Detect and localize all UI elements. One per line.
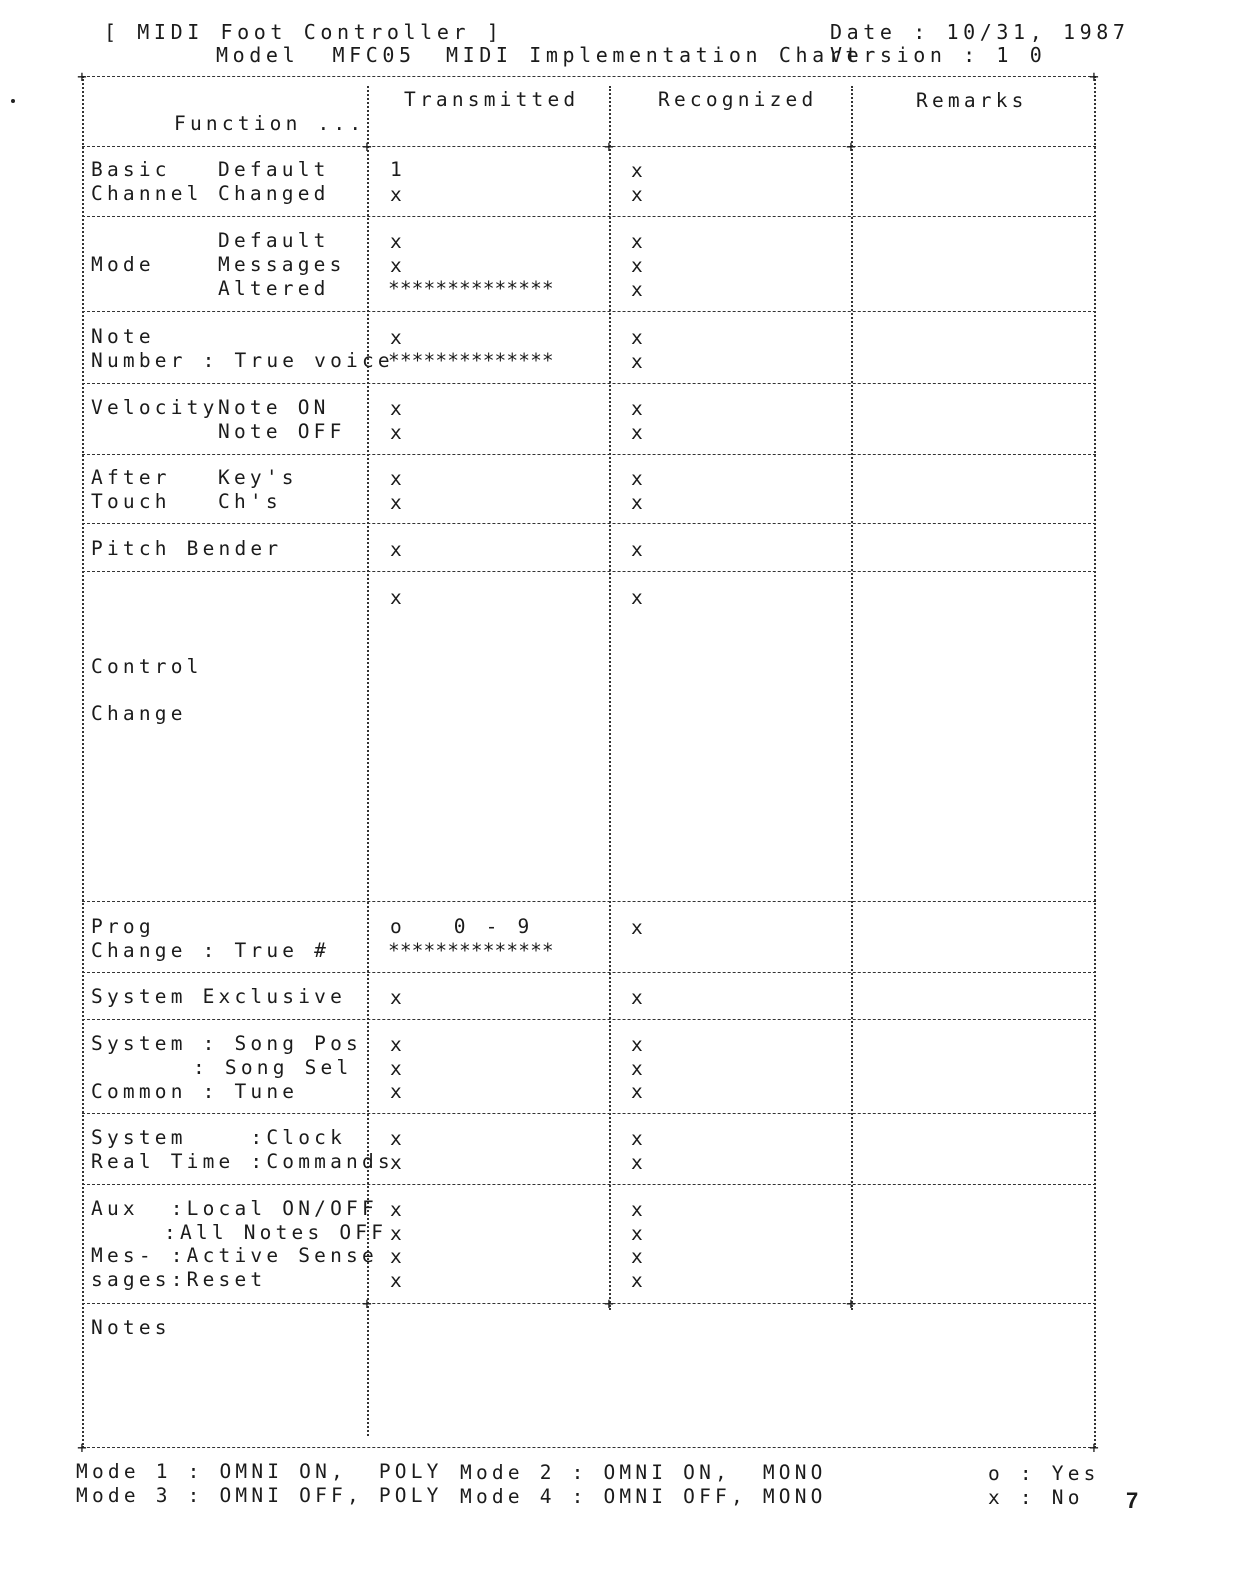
row-label-realtime-commands: Real Time :Commands xyxy=(91,1150,394,1173)
row-label-notes: Notes xyxy=(91,1316,171,1339)
row-divider xyxy=(82,383,1096,384)
row-sublabel-note-on: Note ON xyxy=(218,396,330,419)
cell-recognized: x xyxy=(631,1127,647,1150)
row-label-aux-reset: sages:Reset xyxy=(91,1268,267,1291)
mode-legend-4: Mode 4 : OMNI OFF, MONO xyxy=(460,1485,827,1508)
row-label-mode: Mode xyxy=(91,253,155,276)
cell-recognized: x xyxy=(631,278,647,301)
intersection-mark: + xyxy=(604,137,614,156)
cell-transmitted: ************** xyxy=(388,277,554,300)
cell-transmitted: x xyxy=(390,1151,406,1174)
row-label-note: Note xyxy=(91,325,155,348)
cell-transmitted: x xyxy=(390,586,406,609)
cell-transmitted: x xyxy=(390,1127,406,1150)
row-label-prog-change: Change : True # xyxy=(91,939,331,962)
page-number: 7 xyxy=(1126,1488,1139,1513)
row-label-aux-local: Aux :Local ON/OFF xyxy=(91,1197,378,1220)
column-header-recognized: Recognized xyxy=(658,88,818,111)
cell-transmitted: x xyxy=(390,254,406,277)
row-label-after: After xyxy=(91,466,171,489)
row-label-system-common: System : Song Pos xyxy=(91,1032,362,1055)
mode-legend-2: Mode 2 : OMNI ON, MONO xyxy=(460,1461,827,1484)
chart-version: Version : 1 0 xyxy=(830,43,1047,67)
cell-transmitted: ************** xyxy=(388,939,554,962)
cell-transmitted: x xyxy=(390,230,406,253)
cell-transmitted: x xyxy=(390,183,406,206)
cell-transmitted: x xyxy=(390,1033,406,1056)
cell-recognized: x xyxy=(631,586,647,609)
row-sublabel-default: Default xyxy=(218,158,330,181)
cell-recognized: x xyxy=(631,491,647,514)
cell-transmitted: x xyxy=(390,986,406,1009)
row-sublabel-changed: Changed xyxy=(218,182,330,205)
row-divider xyxy=(82,454,1096,455)
cell-recognized: x xyxy=(631,183,647,206)
cell-recognized: x xyxy=(631,230,647,253)
row-divider xyxy=(82,901,1096,902)
model-name: Model MFC05 xyxy=(216,43,416,67)
cell-transmitted: x xyxy=(390,538,406,561)
mode-legend-3: Mode 3 : OMNI OFF, POLY xyxy=(76,1484,443,1507)
cell-transmitted: o 0 - 9 xyxy=(390,915,534,938)
row-divider xyxy=(82,1303,1096,1304)
row-label-velocity: Velocity xyxy=(91,396,219,419)
cell-transmitted: x xyxy=(390,1080,406,1103)
table-border-left xyxy=(82,76,84,1448)
intersection-mark: + xyxy=(846,1294,856,1313)
legend-yes: o : Yes xyxy=(988,1462,1100,1485)
chart-title: MIDI Implementation Chart xyxy=(446,43,863,67)
row-label-number: Number : True voice xyxy=(91,349,394,372)
product-title: [ MIDI Foot Controller ] xyxy=(104,20,504,44)
row-label-touch: Touch xyxy=(91,490,171,513)
row-sublabel-default: Default xyxy=(218,229,330,252)
row-label-common-tune: Common : Tune xyxy=(91,1080,299,1103)
row-divider xyxy=(82,972,1096,973)
cell-recognized: x xyxy=(631,326,647,349)
chart-date: Date : 10/31, 1987 xyxy=(830,20,1130,44)
cell-transmitted: x xyxy=(390,421,406,444)
cell-transmitted: x xyxy=(390,1057,406,1080)
cell-recognized: x xyxy=(631,467,647,490)
cell-recognized: x xyxy=(631,1269,647,1292)
cell-recognized: x xyxy=(631,1080,647,1103)
corner-mark: + xyxy=(77,67,87,86)
cell-recognized: x xyxy=(631,1057,647,1080)
cell-recognized: x xyxy=(631,538,647,561)
cell-recognized: x xyxy=(631,1245,647,1268)
row-divider xyxy=(82,1113,1096,1114)
cell-transmitted: x xyxy=(390,1222,406,1245)
cell-transmitted: x xyxy=(390,491,406,514)
cell-recognized: x xyxy=(631,159,647,182)
cell-transmitted: x xyxy=(390,467,406,490)
row-label-aux-active-sense: Mes- :Active Sense xyxy=(91,1244,378,1267)
row-sublabel-note-off: Note OFF xyxy=(218,420,346,443)
cell-recognized: x xyxy=(631,1222,647,1245)
table-border-top xyxy=(82,76,1096,77)
row-sublabel-song-sel: : Song Sel xyxy=(193,1056,353,1079)
row-divider xyxy=(82,571,1096,572)
row-label-prog: Prog xyxy=(91,915,155,938)
row-divider xyxy=(82,1019,1096,1020)
row-divider xyxy=(82,146,1096,147)
cell-recognized: x xyxy=(631,916,647,939)
row-divider xyxy=(82,216,1096,217)
table-border-right xyxy=(1094,76,1096,1448)
row-sublabel-chs: Ch's xyxy=(218,490,282,513)
corner-mark: + xyxy=(77,1438,87,1457)
row-sublabel-altered: Altered xyxy=(218,277,330,300)
column-header-transmitted: Transmitted xyxy=(404,88,580,111)
cell-transmitted: x xyxy=(390,397,406,420)
row-divider xyxy=(82,523,1096,524)
intersection-mark: + xyxy=(362,137,372,156)
row-sublabel-keys: Key's xyxy=(218,466,298,489)
intersection-mark: + xyxy=(362,1294,372,1313)
cell-recognized: x xyxy=(631,254,647,277)
cell-transmitted: x xyxy=(390,1245,406,1268)
row-label-channel: Channel xyxy=(91,182,203,205)
intersection-mark: + xyxy=(846,137,856,156)
cell-transmitted: ************** xyxy=(388,349,554,372)
cell-recognized: x xyxy=(631,397,647,420)
intersection-mark: + xyxy=(604,1294,614,1313)
cell-recognized: x xyxy=(631,1033,647,1056)
cell-transmitted: x xyxy=(390,326,406,349)
cell-recognized: x xyxy=(631,421,647,444)
row-divider xyxy=(82,311,1096,312)
cell-recognized: x xyxy=(631,1198,647,1221)
legend-no: x : No xyxy=(988,1486,1084,1509)
scan-speck xyxy=(11,99,15,103)
row-label-change: Change xyxy=(91,702,187,725)
cell-transmitted: x xyxy=(390,1269,406,1292)
row-label-pitch-bender: Pitch Bender xyxy=(91,537,283,560)
corner-mark: + xyxy=(1089,1438,1099,1457)
corner-mark: + xyxy=(1089,67,1099,86)
table-border-bottom xyxy=(82,1447,1096,1448)
column-header-remarks: Remarks xyxy=(916,89,1028,112)
row-label-system-clock: System :Clock xyxy=(91,1126,347,1149)
cell-transmitted: x xyxy=(390,1198,406,1221)
column-divider xyxy=(851,86,853,1310)
row-label-basic: Basic xyxy=(91,158,171,181)
cell-recognized: x xyxy=(631,986,647,1009)
column-divider xyxy=(609,86,611,1310)
column-header-function: Function ... xyxy=(174,112,366,135)
row-label-system-exclusive: System Exclusive xyxy=(91,985,347,1008)
cell-recognized: x xyxy=(631,350,647,373)
cell-recognized: x xyxy=(631,1151,647,1174)
row-label-control: Control xyxy=(91,655,203,678)
row-sublabel-all-notes-off: :All Notes OFF xyxy=(164,1221,388,1244)
row-divider xyxy=(82,1184,1096,1185)
cell-transmitted: 1 xyxy=(390,158,406,181)
row-sublabel-messages: Messages xyxy=(218,253,346,276)
mode-legend-1: Mode 1 : OMNI ON, POLY xyxy=(76,1460,443,1483)
